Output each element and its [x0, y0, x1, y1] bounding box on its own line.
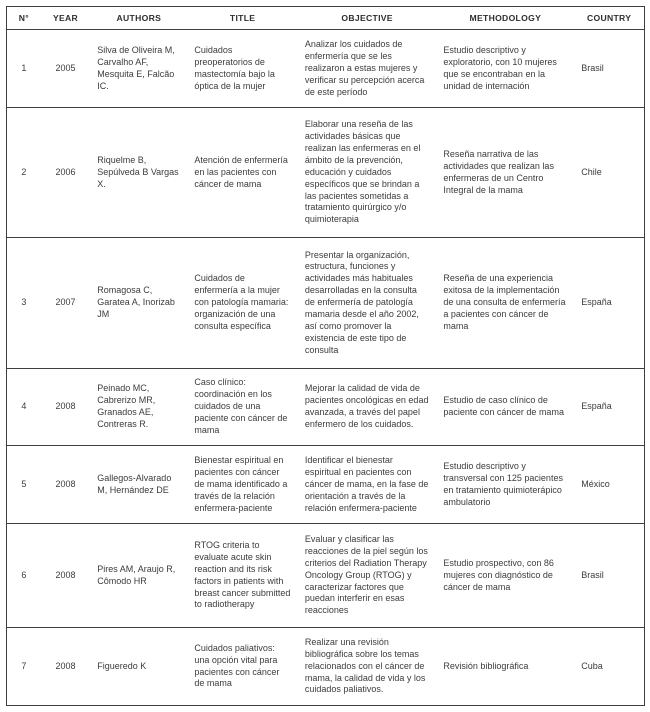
column-header-authors: AUTHORS	[116, 13, 162, 23]
cell-methodology: Revisión bibliográfica	[443, 660, 529, 671]
cell-authors: Figueredo K	[97, 660, 147, 671]
cell-num: 3	[21, 297, 27, 308]
table-row	[7, 238, 645, 368]
column-header-title: TITLE	[229, 13, 256, 23]
cell-num: 2	[21, 166, 27, 177]
table-row	[7, 368, 645, 446]
cell-year: 2005	[55, 62, 76, 73]
cell-title: Cuidados preoperatorios de mastectomía bajo la óptica de la mujer	[194, 44, 275, 91]
cell-year: 2008	[55, 401, 76, 412]
cell-num: 6	[21, 569, 27, 580]
cell-num: 4	[21, 401, 27, 412]
cell-title: Caso clínico: coordinación en los cuidados de una paciente con cáncer de mama	[194, 377, 288, 435]
column-header-num: N°	[18, 13, 29, 23]
table-row	[7, 30, 645, 108]
cell-methodology: Reseña de una experiencia exitosa de la implementación de una consulta de enfermería a pacientes con cáncer de mama	[443, 273, 566, 331]
cell-year: 2008	[55, 660, 76, 671]
table-row	[7, 628, 645, 706]
cell-methodology: Estudio de caso clínico de paciente con cáncer de mama	[443, 395, 564, 417]
cell-methodology: Reseña narrativa de las actividades que realizan las enfermeras de un Centro Integral de la mama	[443, 148, 554, 195]
cell-country: Cuba	[581, 660, 603, 671]
cell-objective: Evaluar y clasificar las reacciones de la piel según los criterios del Radiation Therapy Oncology Group (RTOG) y caracterizar factores que puedan interferir en esas reacciones	[304, 534, 428, 616]
column-header-country: COUNTRY	[587, 13, 632, 23]
cell-country: México	[581, 478, 610, 489]
cell-num: 5	[21, 478, 27, 489]
cell-authors: Gallegos-Alvarado M, Hernández DE	[97, 472, 172, 495]
cell-objective: Elaborar una reseña de las actividades básicas que realizan las enfermeras en el ámbito de la prevención, educación y cuidados específicos que se brindan a las pacientes sometidas a tratamiento quirúrgico y/o quimioterapia	[304, 119, 421, 225]
cell-methodology: Estudio prospectivo, con 86 mujeres con diagnóstico de cáncer de mama	[443, 557, 554, 592]
cell-title: RTOG criteria to evaluate acute skin reaction and its risk factors in patients with breast cancer submitted to radiotherapy	[194, 540, 291, 610]
table-header	[7, 7, 645, 30]
cell-country: Brasil	[581, 62, 604, 73]
cell-title: Cuidados de enfermería a la mujer con patología mamaria: organización de una consulta específica	[194, 273, 289, 331]
cell-country: España	[581, 401, 612, 412]
cell-title: Atención de enfermería en las pacientes con cáncer de mama	[194, 154, 288, 189]
cell-methodology: Estudio descriptivo y transversal con 125 pacientes en tratamiento quimioterápico ambulatorio	[443, 461, 563, 507]
cell-authors: Riquelme B, Sepúlveda B Vargas X.	[97, 154, 179, 189]
cell-country: Brasil	[581, 569, 604, 580]
cell-year: 2008	[55, 478, 76, 489]
table-body	[7, 30, 645, 706]
cell-year: 2008	[55, 569, 76, 580]
cell-objective: Mejorar la calidad de vida de pacientes oncológicas en edad avanzada, a través del papel enfermero de los cuidados.	[304, 383, 429, 429]
cell-authors: Silva de Oliveira M, Carvalho AF, Mesquita E, Falcão IC.	[97, 44, 175, 91]
table-row	[7, 446, 645, 524]
cell-authors: Romagosa C, Garatea A, Inorizab JM	[97, 285, 175, 319]
cell-title: Bienestar espiritual en pacientes con cáncer de mama identificado a través de la relación enfermera-paciente	[194, 455, 288, 513]
cell-authors: Pires AM, Araujo R, Cômodo HR	[97, 563, 176, 586]
cell-objective: Realizar una revisión bibliográfica sobre los temas relacionados con el cáncer de mama, la calidad de vida y los cuidados paliativos.	[304, 636, 426, 695]
table-row	[7, 524, 645, 628]
table-row	[7, 108, 645, 238]
header-row	[7, 7, 645, 30]
cell-country: Chile	[581, 166, 602, 177]
cell-country: España	[581, 297, 612, 308]
cell-num: 7	[21, 660, 27, 671]
cell-title: Cuidados paliativos: una opción vital para pacientes con cáncer de mama	[194, 642, 280, 689]
cell-authors: Peinado MC, Cabrerizo MR, Granados AE, Contreras R.	[97, 383, 156, 429]
cell-objective: Analizar los cuidados de enfermería que se les realizaron a estas mujeres y verificar su percepción acerca de este período	[304, 39, 425, 97]
cell-num: 1	[21, 62, 27, 73]
column-header-year: YEAR	[52, 13, 79, 23]
column-header-objective: OBJECTIVE	[341, 13, 393, 23]
review-table	[6, 6, 645, 706]
cell-year: 2007	[55, 297, 76, 308]
cell-objective: Identificar el bienestar espiritual en pacientes con cáncer de mama, en la fase de orientación a través de la relación enfermera-paciente	[304, 455, 429, 513]
cell-objective: Presentar la organización, estructura, funciones y actividades más habituales desarrolladas en la consulta de enfermería de patología mamaria desde el año 2002, así como promover la existencia de este tipo de consulta	[304, 249, 419, 355]
column-header-methodology: METHODOLOGY	[469, 13, 542, 23]
cell-year: 2006	[55, 166, 76, 177]
cell-methodology: Estudio descriptivo y exploratorio, con 10 mujeres que se encontraban en la unidad de internación	[443, 44, 557, 91]
